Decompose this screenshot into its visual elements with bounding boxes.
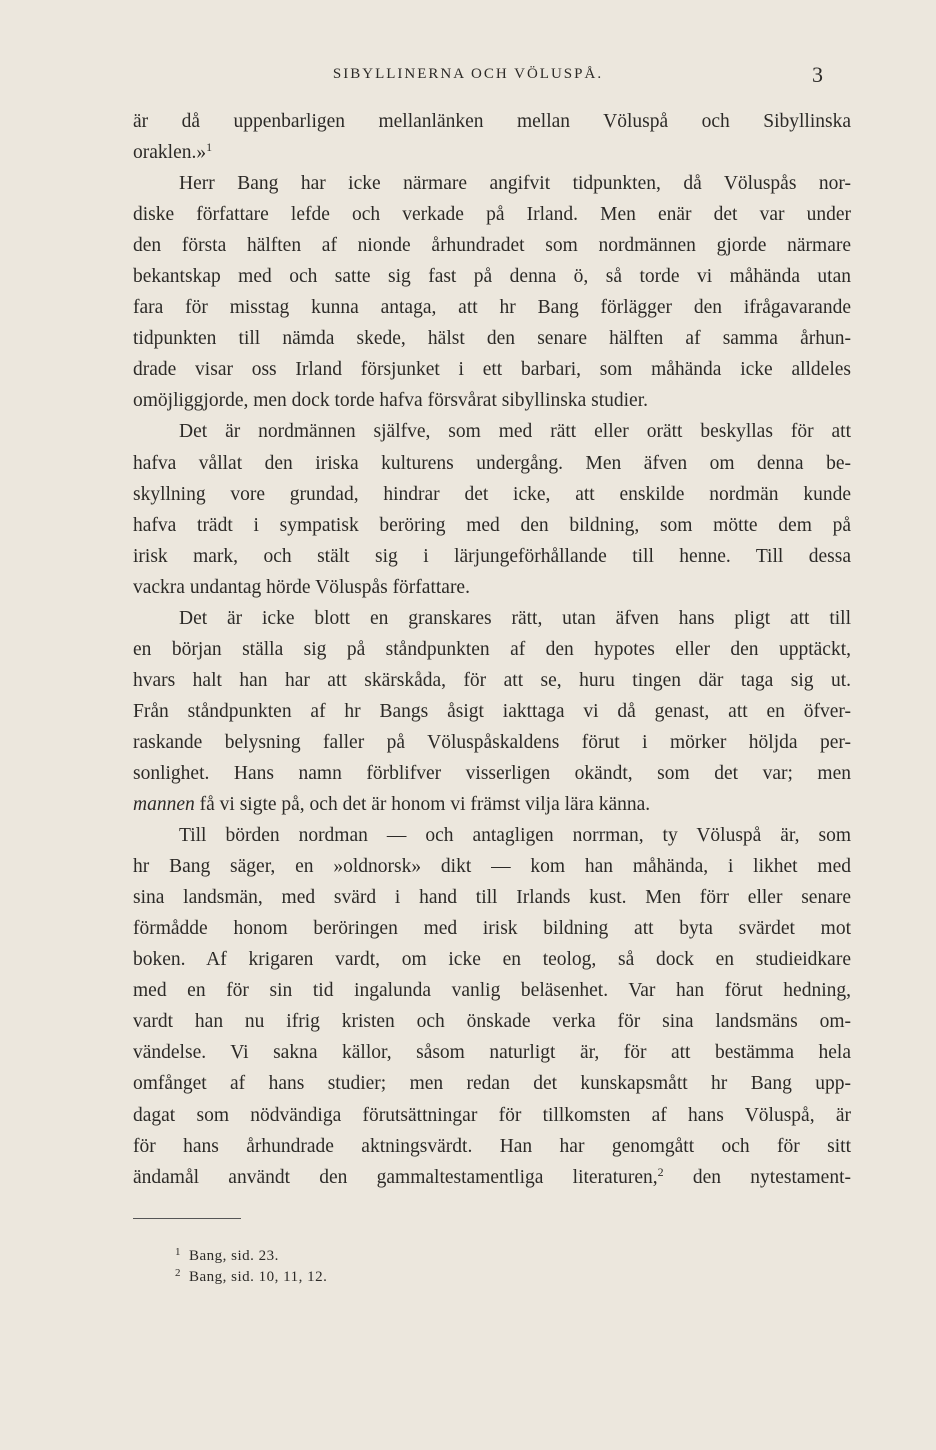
footnote-text: Bang, sid. 23. <box>189 1248 279 1264</box>
text-line: diske författare lefde och verkade på Irland. Men enär det var under <box>133 204 851 226</box>
text-line: ändamål användt den gammaltestamentliga literaturen,$^2$ den nytestament- <box>133 1164 851 1188</box>
text-line: vardt han nu ifrig kristen och önskade verka för sina landsmäns om- <box>133 1011 851 1033</box>
footnotes <box>175 1246 327 1288</box>
text-line: sina landsmän, med svärd i hand till Irlands kust. Men förr eller senare <box>133 887 851 909</box>
text-line: drade visar oss Irland försjunket i ett barbari, som måhända icke alldeles <box>133 359 851 381</box>
text-line: Herr Bang har icke närmare angifvit tidpunkten, då Völuspås nor- <box>179 173 851 195</box>
text-line: dagat som nödvändiga förutsättningar för tillkomsten af hans Völuspå, är <box>133 1104 851 1126</box>
text-line: för hans århundrade aktningsvärdt. Han har genomgått och för sitt <box>133 1135 851 1157</box>
text-line: irisk mark, och stält sig i lärjungeförhållande till henne. Till dessa <box>133 545 851 567</box>
text-line: en början ställa sig på ståndpunkten af den hypotes eller den upptäckt, <box>133 638 851 660</box>
text-line: skyllning vore grundad, hindrar det icke, att enskilde nordmän kunde <box>133 483 851 505</box>
page-number: 3 <box>812 62 823 87</box>
footnote <box>175 1246 327 1267</box>
running-header: SIBYLLINERNA OCH VÖLUSPÅ. <box>332 66 604 82</box>
text-line: hr Bang säger, en »oldnorsk» dikt — kom han måhända, i likhet med <box>133 856 851 878</box>
text-line: Från ståndpunkten af hr Bangs åsigt iakttaga vi då genast, att en öfver- <box>133 700 851 722</box>
footnote-ref: 1 <box>206 140 213 155</box>
text-line: Till börden nordman — och antagligen norrman, ty Völuspå är, som <box>179 825 851 847</box>
text-line: tidpunkten till nämda skede, hälst den senare hälften af samma århun- <box>133 328 851 350</box>
emphasis: mannen <box>133 794 195 816</box>
text-line: Det är nordmännen själfve, som med rätt eller orätt beskyllas för att <box>179 421 851 443</box>
footnote-mark: 2 <box>175 1267 181 1279</box>
text-line: är då uppenbarligen mellanlänken mellan Völuspå och Sibyllinska <box>133 111 851 132</box>
text-line: med en för sin tid ingalunda vanlig beläsenhet. Var han förut hedning, <box>133 980 851 1002</box>
text-line: vackra undantag hörde Völuspås författare. <box>133 576 470 598</box>
text-line: boken. Af krigaren vardt, om icke en teolog, så dock en studieidkare <box>133 949 851 971</box>
text-line: sonlighet. Hans namn förblifver visserligen okändt, som det var; men <box>133 762 851 784</box>
text-line: Det är icke blott en granskares rätt, utan äfven hans pligt att till <box>179 607 851 629</box>
text-line: omöjliggjorde, men dock torde hafva försvårat sibyllinska studier. <box>133 390 649 412</box>
text-line: hafva vållat den iriska kulturens undergång. Men äfven om denna be- <box>133 452 851 474</box>
footnote-divider <box>133 1218 241 1219</box>
text-line: bekantskap med och satte sig fast på denna ö, så torde vi måhända utan <box>133 266 851 288</box>
text-line: hvars halt han har att skärskåda, för att se, huru tingen där taga sig ut. <box>133 669 851 691</box>
text-line: raskande belysning faller på Völuspåskaldens förut i mörker höljda per- <box>133 731 851 753</box>
text-line: fara för misstag kunna antaga, att hr Bang förlägger den ifrågavarande <box>133 297 851 319</box>
text-line: den första hälften af nionde århundradet som nordmännen gjorde närmare <box>133 235 851 257</box>
footnote-text: Bang, sid. 10, 11, 12. <box>189 1269 328 1285</box>
footnote-mark: 1 <box>175 1246 181 1258</box>
text-line: förmådde honom beröringen med irisk bildning att byta svärdet mot <box>133 918 851 940</box>
text-line: oraklen.»$^1$ <box>133 140 213 164</box>
body-text <box>133 106 851 1193</box>
text-line: omfånget af hans studier; men redan det kunskapsmått hr Bang upp- <box>133 1073 851 1095</box>
text-line: vändelse. Vi sakna källor, såsom naturligt är, för att bestämma hela <box>133 1042 851 1064</box>
text-line: mannen få vi sigte på, och det är honom vi främst vilja lära känna. <box>133 794 651 816</box>
text-line: hafva trädt i sympatisk beröring med den bildning, som mötte dem på <box>133 514 851 536</box>
footnote <box>175 1267 327 1288</box>
footnote-ref: 2 <box>657 1164 664 1179</box>
